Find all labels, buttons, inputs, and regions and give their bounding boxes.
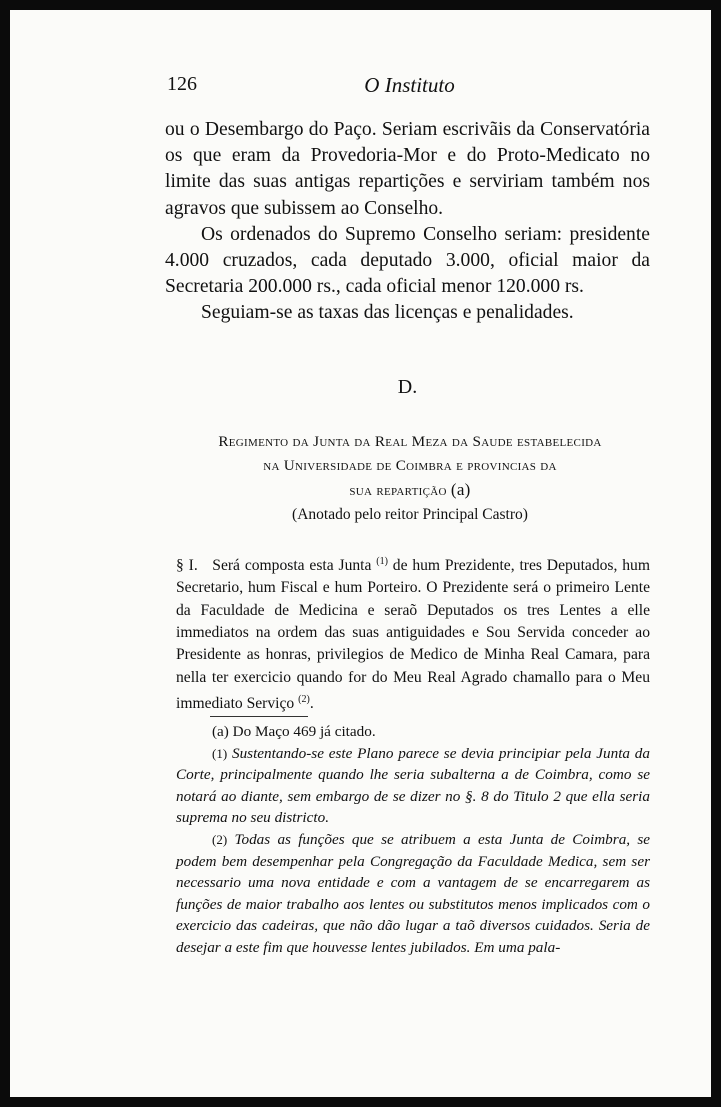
- footnote-marker: (2): [212, 831, 228, 847]
- footnote-ref: (1): [376, 556, 388, 567]
- article-end: .: [309, 695, 314, 713]
- paragraph: Os ordenados do Supremo Conselho seriam: presidente 4.000 cruzados, cada deputado 3.000, oficial maior da Secretaria 200.000 rs., cada oficial menor 120.000 rs.: [165, 223, 650, 298]
- footnote-marker: (1): [212, 745, 228, 761]
- section-letter: D.: [397, 376, 418, 398]
- footnote-divider: [210, 716, 308, 717]
- section-title-line: na Universidade de Coimbra e provincias da: [263, 457, 557, 474]
- footnote-ref: (a): [450, 480, 471, 499]
- section-title-line: Regimento da Junta da Real Meza da Saude estabelecida: [218, 433, 602, 450]
- page-number: 126: [167, 73, 197, 95]
- article-text: Será composta esta Junta: [212, 557, 372, 575]
- footnote-2: [176, 829, 650, 959]
- section-title-line: [165, 478, 655, 503]
- footnote-text: Sustentando-se este Plano parece se devia principiar pela Junta da Corte, principalmente quando lhe seria subalterna a de Coimbra, como se notará ao diante, sem embargo de se dizer no §. 8 do Titulo 2 que ella seria suprema no seu districto.: [176, 744, 650, 827]
- section-title-text: sua repartição: [349, 482, 447, 499]
- footnotes: [176, 721, 650, 959]
- paragraph: Seguiam-se as taxas das licenças e penalidades.: [201, 302, 574, 324]
- article-text: de hum Prezidente, tres Deputados, hum Secretario, hum Fiscal e hum Porteiro. O Prezidente será o primeiro Lente da Faculdade de Medicina e seraõ Deputados os tres Lentes a elle immediatos na ordem das suas antiguidades e Sou Servida conceder ao Presidente as honras, privilegios de Medico de Minha Real Camara, para nella ter exercicio quando for do Meu Real Agrado chamallo para o Meu immediato Serviço: [176, 557, 650, 713]
- footnote-text: Todas as funções que se atribuem a esta Junta de Coimbra, se podem bem desempenhar pela Congregação da Faculdade Medica, sem ser necessario uma nova entidade e com a vantagem de se encarregarem as funções de maior trabalho aos lentes ou substitutos menos implicados com o exercicio das cadeiras, que não dão lugar a taõ diversos cuidados. Seria de desejar a este fim que houvesse lentes jubilados. Em uma pala-: [176, 830, 650, 956]
- section-title: [165, 430, 655, 527]
- page-header: [167, 73, 652, 103]
- paragraph: ou o Desembargo do Paço. Seriam escrivãis da Conservatória os que eram da Provedoria-Mor e do Proto-Medicato no limite das suas antigas repartições e serviriam também nos agravos que subissem ao Conselho.: [165, 119, 650, 219]
- section-subtitle: (Anotado pelo reitor Principal Castro): [292, 506, 528, 523]
- body-text: [165, 117, 650, 327]
- article-paragraph: [176, 551, 650, 715]
- footnote-ref: (2): [298, 693, 310, 705]
- footnote-a: (a) Do Maço 469 já citado.: [212, 723, 376, 740]
- footnote-1: [176, 743, 650, 829]
- running-title: O Instituto: [364, 73, 455, 97]
- article-lead: § I.: [176, 557, 198, 575]
